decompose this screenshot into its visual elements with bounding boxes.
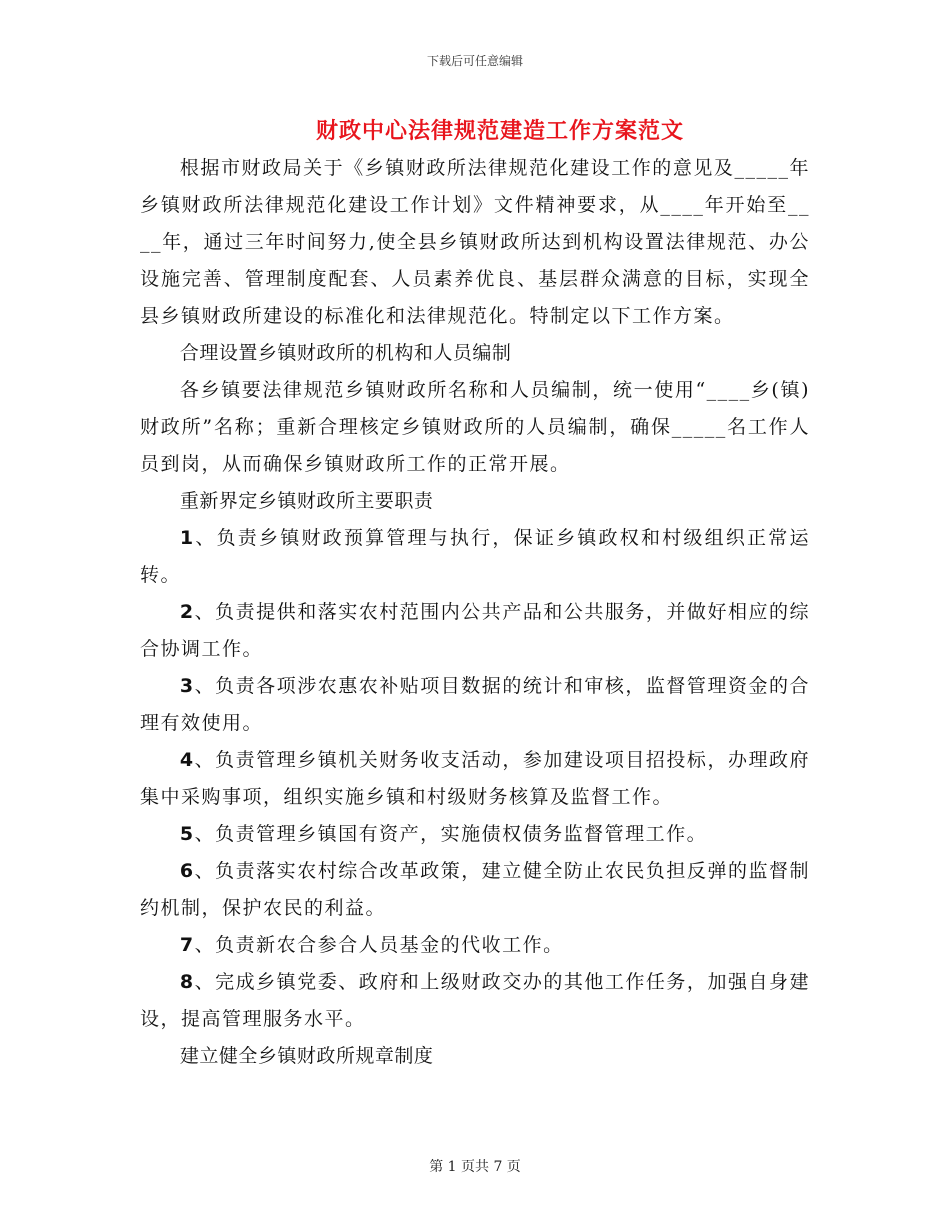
duty-item-number: 5 xyxy=(179,823,195,845)
header-note: 下载后可任意编辑 xyxy=(426,54,523,68)
duty-item-text: 、负责各项涉农惠农补贴项目数据的统计和审核，监督管理资金的合理有效使用。 xyxy=(140,675,810,734)
duty-item-text: 、负责新农合参合人员基金的代收工作。 xyxy=(194,934,564,956)
duty-item-number: 2 xyxy=(179,601,195,623)
document-title: 财政中心法律规范建造工作方案范文 xyxy=(315,118,684,144)
document-body xyxy=(140,150,810,1075)
page-number: 第 1 页共 7 页 xyxy=(429,1159,521,1175)
section-heading-3: 建立健全乡镇财政所规章制度 xyxy=(179,1045,434,1067)
duty-item-7 xyxy=(140,927,810,964)
duty-item-1 xyxy=(140,520,810,594)
duty-item-number: 7 xyxy=(179,934,195,956)
intro-paragraph: 根据市财政局关于《乡镇财政所法律规范化建设工作的意见及_____年乡镇财政所法律规范化建设工作计划》文件精神要求，从____年开始至____年，通过三年时间努力,使全县乡镇财政所达到机构设置法律规范、办公设施完善、管理制度配套、人员素养优良、基层群众满意的目标，实现全县乡镇财政所建设的标准化和法律规范化。特制定以下工作方案。 xyxy=(140,157,810,327)
duty-item-2 xyxy=(140,594,810,668)
section-heading-1: 合理设置乡镇财政所的机构和人员编制 xyxy=(179,342,512,364)
duty-item-number: 1 xyxy=(179,527,195,549)
duty-item-text: 、完成乡镇党委、政府和上级财政交办的其他工作任务，加强自身建设，提高管理服务水平。 xyxy=(140,971,810,1030)
duty-item-text: 、负责提供和落实农村范围内公共产品和公共服务，并做好相应的综合协调工作。 xyxy=(140,601,810,660)
section-heading-2: 重新界定乡镇财政所主要职责 xyxy=(179,490,434,512)
duty-item-5 xyxy=(140,816,810,853)
duty-item-6 xyxy=(140,853,810,927)
section-paragraph-1: 各乡镇要法律规范乡镇财政所名称和人员编制，统一使用“____乡(镇)财政所”名称；重新合理核定乡镇财政所的人员编制，确保_____名工作人员到岗，从而确保乡镇财政所工作的正常开展。 xyxy=(140,379,810,475)
duty-item-text: 、负责乡镇财政预算管理与执行，保证乡镇政权和村级组织正常运转。 xyxy=(140,527,810,586)
duty-item-number: 8 xyxy=(179,971,195,993)
duty-item-8 xyxy=(140,964,810,1038)
duty-item-3 xyxy=(140,668,810,742)
duty-item-number: 6 xyxy=(179,860,195,882)
duty-item-number: 3 xyxy=(179,675,195,697)
duty-item-4 xyxy=(140,742,810,816)
duty-item-text: 、负责管理乡镇机关财务收支活动，参加建设项目招投标，办理政府集中采购事项，组织实施乡镇和村级财务核算及监督工作。 xyxy=(140,749,810,808)
duty-item-text: 、负责落实农村综合改革政策，建立健全防止农民负担反弹的监督制约机制，保护农民的利益。 xyxy=(140,860,810,919)
duty-item-number: 4 xyxy=(179,749,195,771)
duty-item-text: 、负责管理乡镇国有资产，实施债权债务监督管理工作。 xyxy=(194,823,708,845)
